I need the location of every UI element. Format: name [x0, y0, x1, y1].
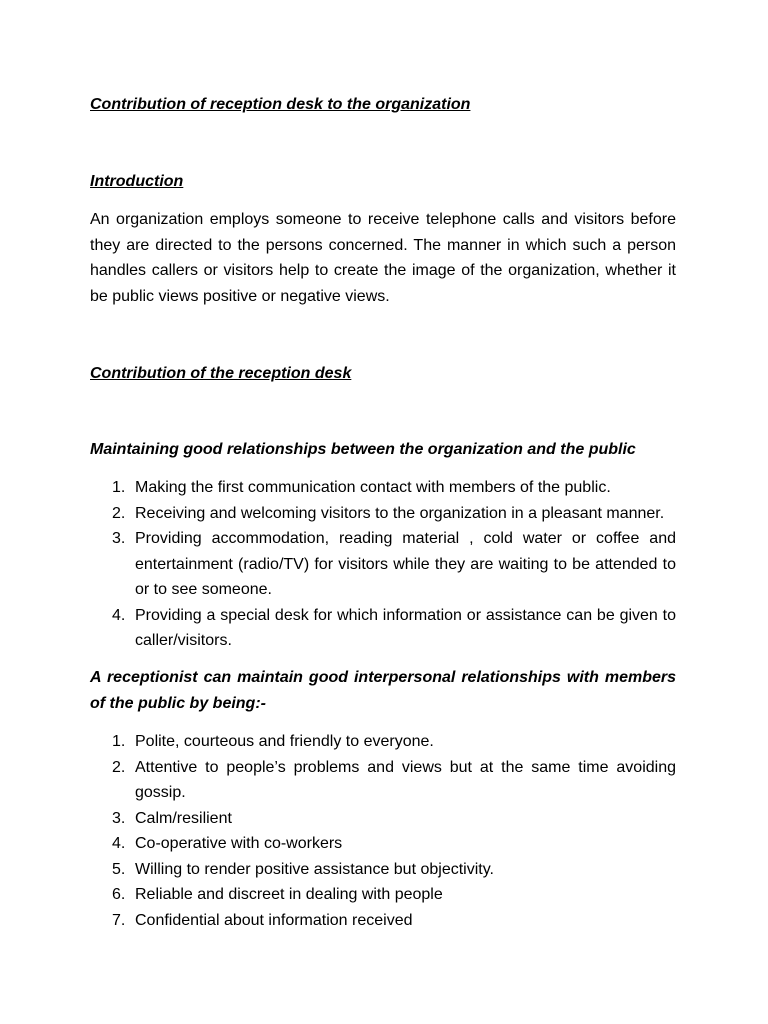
list-item: [90, 857, 676, 883]
list-item-number: 4.: [112, 606, 126, 624]
list-item: [90, 882, 676, 908]
introduction-heading: Introduction: [90, 173, 184, 190]
receptionist-subheading: A receptionist can maintain good interpersonal relationships with members of the public by being:-: [90, 669, 676, 712]
list-item: [90, 501, 676, 527]
list-item-text: Willing to render positive assistance but objectivity.: [135, 860, 494, 878]
list-item-text: Polite, courteous and friendly to everyone.: [135, 733, 434, 750]
list-item-text: Providing a special desk for which information or assistance can be given to caller/visitors.: [135, 606, 676, 649]
list-item-text: Attentive to people’s problems and views but at the same time avoiding gossip.: [135, 758, 676, 801]
list-item-number: 4.: [112, 835, 126, 852]
contribution-heading: Contribution of the reception desk: [90, 365, 352, 382]
list-item: [90, 729, 676, 755]
list-item-number: 3.: [112, 530, 126, 547]
list-item-number: 1.: [112, 733, 126, 750]
list-item: [90, 603, 676, 654]
list-item-number: 2.: [112, 758, 126, 776]
contribution-list: [90, 475, 676, 654]
receptionist-qualities-list: [90, 729, 676, 933]
list-item-number: 7.: [112, 911, 126, 929]
list-item-text: Confidential about information received: [135, 911, 413, 929]
list-item-text: Providing accommodation, reading material , cold water or coffee and entertainment (radio/TV) for visitors while they are waiting to be attended to or to see someone.: [135, 530, 676, 598]
list-item-number: 6.: [112, 886, 126, 903]
list-item: [90, 526, 676, 603]
document-title: Contribution of reception desk to the organization: [90, 96, 471, 113]
relationships-subheading: Maintaining good relationships between the organization and the public: [90, 441, 636, 458]
list-item: [90, 755, 676, 806]
introduction-paragraph: An organization employs someone to receive telephone calls and visitors before they are directed to the persons concerned. The manner in which such a person handles callers or visitors help to create the image of the organization, whether it be public views positive or negative views.: [90, 211, 676, 305]
list-item: [90, 908, 676, 934]
document-page: [90, 0, 676, 1024]
list-item: [90, 831, 676, 857]
list-item-text: Reliable and discreet in dealing with people: [135, 886, 443, 903]
list-item-number: 3.: [112, 809, 126, 827]
list-item-text: Receiving and welcoming visitors to the organization in a pleasant manner.: [135, 504, 665, 522]
list-item-number: 1.: [112, 479, 126, 496]
list-item-text: Making the first communication contact with members of the public.: [135, 479, 611, 496]
list-item-text: Calm/resilient: [135, 809, 232, 827]
list-item: [90, 475, 676, 501]
list-item-number: 2.: [112, 504, 126, 522]
list-item-number: 5.: [112, 860, 126, 878]
list-item: [90, 806, 676, 832]
list-item-text: Co-operative with co-workers: [135, 835, 343, 852]
